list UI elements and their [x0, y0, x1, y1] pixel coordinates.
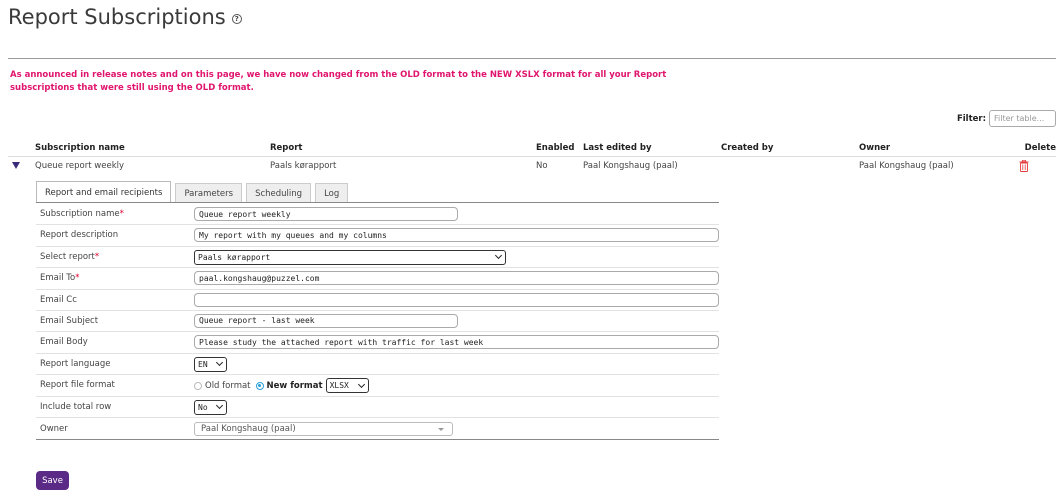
form-row-subscription-name: [36, 204, 719, 225]
form-row-email-subject: [36, 311, 719, 332]
subscription-name-input[interactable]: [194, 207, 458, 221]
table-header: [8, 139, 1056, 157]
tabs-divider: [36, 202, 719, 203]
collapse-triangle-icon[interactable]: [12, 162, 20, 169]
new-format-label: New format: [266, 380, 323, 391]
include-total-row-label: Include total row: [40, 401, 112, 412]
header-created-by[interactable]: Created by: [721, 143, 774, 153]
email-cc-input[interactable]: [194, 293, 719, 307]
tab-parameters[interactable]: Parameters: [175, 183, 242, 203]
header-last-edited-by[interactable]: Last edited by: [583, 143, 652, 153]
email-body-input[interactable]: [194, 335, 719, 349]
select-report-value: Paals kørapport: [198, 252, 271, 262]
page-title: [8, 5, 242, 29]
help-icon[interactable]: ?: [232, 14, 242, 24]
report-description-label: Report description: [40, 230, 119, 241]
email-to-label: Email To: [40, 273, 76, 284]
file-format-dropdown[interactable]: [326, 378, 369, 393]
email-body-label: Email Body: [40, 337, 88, 348]
file-format-value: XLSX: [329, 381, 349, 391]
form-row-email-body: [36, 332, 719, 353]
report-language-dropdown[interactable]: [194, 357, 227, 372]
required-marker: *: [94, 251, 100, 262]
required-marker: *: [75, 273, 80, 284]
caret-down-icon: [438, 428, 444, 431]
cell-enabled: No: [536, 161, 548, 171]
header-subscription-name[interactable]: Subscription name: [35, 143, 125, 153]
form-row-select-report: [36, 247, 719, 268]
form-row-report-description: [36, 225, 719, 246]
tab-log[interactable]: Log: [315, 183, 348, 203]
save-button[interactable]: Save: [36, 471, 69, 490]
form-row-include-total-row: [36, 397, 719, 418]
chevron-down-icon: [216, 359, 223, 366]
header-delete: Delete: [1024, 143, 1056, 153]
report-file-format-label: Report file format: [40, 380, 115, 391]
tab-report-and-email-recipients[interactable]: Report and email recipients: [36, 181, 171, 203]
header-owner[interactable]: Owner: [859, 143, 891, 153]
subscription-form: [36, 204, 719, 440]
subscription-name-label: Subscription name: [40, 209, 120, 219]
report-language-label: Report language: [40, 358, 111, 369]
header-report[interactable]: Report: [270, 143, 303, 153]
form-row-owner: [36, 418, 719, 440]
page-title-text: Report Subscriptions: [8, 5, 226, 29]
trash-icon[interactable]: [1019, 160, 1029, 172]
chevron-down-icon: [358, 381, 365, 388]
header-divider: [8, 58, 1056, 59]
old-format-radio[interactable]: [194, 382, 202, 390]
tab-bar: [36, 181, 352, 203]
include-total-row-dropdown[interactable]: [194, 400, 227, 415]
email-subject-label: Email Subject: [40, 315, 99, 326]
owner-dropdown[interactable]: [194, 422, 453, 436]
file-format-radio-group: [194, 378, 369, 393]
select-report-dropdown[interactable]: [194, 250, 506, 265]
new-format-radio[interactable]: [256, 382, 264, 390]
old-format-label: Old format: [205, 380, 251, 391]
cell-owner: Paal Kongshaug (paal): [859, 161, 954, 171]
filter-label: Filter:: [956, 113, 986, 124]
select-report-label: Select report: [40, 251, 95, 262]
form-row-report-language: [36, 354, 719, 375]
filter-bar: [957, 110, 1056, 127]
owner-label: Owner: [40, 423, 68, 434]
chevron-down-icon: [495, 252, 502, 259]
header-enabled[interactable]: Enabled: [536, 143, 575, 153]
owner-value: Paal Kongshaug (paal): [201, 423, 296, 434]
cell-last-edited-by: Paal Kongshaug (paal): [583, 161, 678, 171]
email-cc-label: Email Cc: [40, 294, 77, 305]
form-row-email-cc: [36, 290, 719, 311]
tab-scheduling[interactable]: Scheduling: [246, 183, 311, 203]
format-change-notice: As announced in release notes and on this page, we have now changed from the OLD format to the NEW XSLX format for all your Report subscriptions that were still using the OLD format.: [10, 70, 667, 93]
report-language-value: EN: [198, 359, 208, 369]
report-description-input[interactable]: [194, 228, 719, 242]
cell-report: Paals kørapport: [270, 161, 337, 171]
filter-input[interactable]: [989, 110, 1056, 127]
include-total-row-value: No: [198, 402, 208, 412]
email-to-input[interactable]: [194, 271, 719, 285]
form-row-email-to: [36, 268, 719, 289]
form-row-report-file-format: [36, 375, 719, 396]
cell-subscription-name: Queue report weekly: [35, 161, 125, 171]
required-marker: *: [119, 209, 124, 219]
email-subject-input[interactable]: [194, 314, 458, 328]
chevron-down-icon: [216, 402, 223, 409]
table-row[interactable]: [8, 157, 1056, 176]
